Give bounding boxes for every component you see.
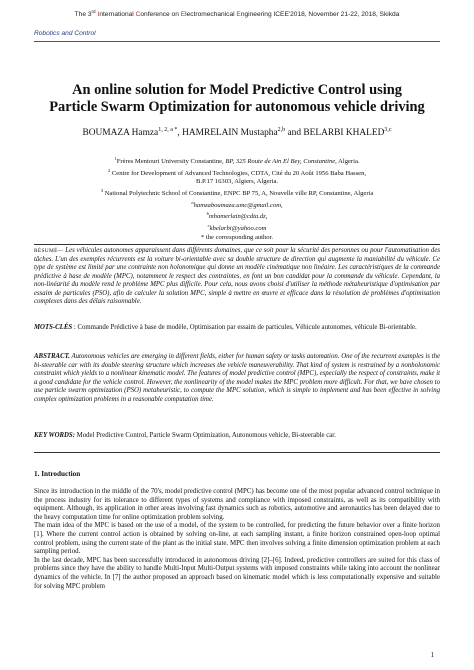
email-text: kbelarbi@yahoo.com [209,225,267,233]
author-name: and BELARBI KHALED [285,128,385,139]
abstract-paragraph [34,353,440,404]
email-sup: b [206,211,209,217]
header-text: onference on [140,11,181,19]
body-paragraph: In the last decade, MPC has been successfully introduced in autonomous driving [2]–[6]. Indeed, predictive controllers are suited for this class of problems since they have the ability to handle Multi-Input Multi-Output systems with imposed constraints while taking into account the nonlinear dynamics of the vehicle. In [7] the author proposed an approach based on kinematic model which is less computationally expensive and suitable for solving MPC problem [34,556,440,590]
mots-cles-text: : Commande Prédictive à base de modèle, Optimisation par essaim de particules, Véhicule autonomes, véhicule Bi-orientable. [72,324,417,331]
email-line [40,210,434,222]
email-text: mhamerlain@cdta.dz, [208,213,268,221]
keywords-label: KEY WORDS: [34,432,75,439]
paper-title [40,82,434,116]
body-paragraph: The main idea of the MPC is based on the use of a model, of the system to be controlled, for predicting the future behavior over a finite horizon [1]. Where the current control action is obtained by solving on-line, at each sampling instant, a finite horizon constrained open-loop optimal control problem, using the current state of the plant as the initial state. MPC then involves solving a finite dimension optimization problem at each sampling period. [34,522,440,556]
header-ordinal: rd [91,9,96,14]
header-cap: E [236,11,241,19]
affil-text: Algeria. [336,158,360,166]
abstract-label: ABSTRACT. [34,353,70,360]
resume-label: RÉSUMÉ— [34,248,64,254]
resume-text: Les véhicules autonomes apparaissent dans différents domaines, que ce soit pour la sécurité des personnes ou pour l'automatisation des tâches. L'un des exemples récurrents est la voiture bi-orientable avec sa double structure de direction qui augmente la maniabilité du véhicule. Ce type de système est limité par une contrainte non holonomique qui donne un modèle cinématique non linéaire. Les caractéristiques de la commande prédictive à base de modèle (MPC), notamment le respect des contraintes, en font un bon candidat pour la commande du véhicule. Cependant, la non-linéarité du modèle rend le problème MPC plus difficile. Pour cela, nous avons choisi d'utiliser la méthode métaheuristique d'optimisation par essaim de particules (PSO), afin de calculer la solution MPC, simple à mettre en œuvre et efficace dans la résolution de problèmes d'optimisation complexes dans des délais raisonnable. [34,247,440,305]
header-rule [34,41,440,42]
email-sup: c [207,222,210,228]
author-name: , HAMRELAIN Mustapha [177,128,278,139]
header-cap: C [135,11,141,19]
header-text: ngineering ICEE'2018, November 21-22, 2018, Skikda [240,11,400,19]
resume-paragraph [34,247,440,307]
page-number: 1 [430,651,434,659]
section-heading: 1. Introduction [34,470,81,478]
affiliation-line [40,167,434,179]
affiliations [40,155,434,242]
corresponding-author: * the corresponding author. [200,233,274,241]
intro-body [34,488,440,591]
author-sup: 2,b [277,127,286,133]
mots-cles-paragraph [34,324,440,333]
affiliation-line: B.P.17 16303, Algiers, Algeria. [195,178,279,186]
header-cap: E [180,11,186,19]
author-name: BOUMAZA Hamza [82,128,159,139]
email-line [40,199,434,211]
affiliation-line [40,155,434,167]
abstract-top-rule [34,244,440,245]
email-line [40,222,434,234]
keywords-paragraph [34,432,440,441]
email-text: hamzaboumaza.umc@gmail.com, [193,201,283,209]
header-text: nternational [99,11,136,19]
header-cap: I [97,11,100,19]
affiliation-line [40,187,434,199]
header-prefix: The 3 [74,11,92,19]
abstract-bottom-rule [34,452,440,453]
title-line: An online solution for Model Predictive Control using [72,82,402,98]
abstract-text: Autonomous vehicles are emerging in different fields, either for human safety or tasks automation. One of the recurrent examples is the bi-steerable car with its double steering structure which increases the vehicle maneuverability. That kind of system is restrained by a nonholonomic constraint which yields to a nonlinear kinematic model. The features of model predictive control (MPC), especially the respect of constraints, make it a good candidate for the vehicle control. However, the nonlinearity of the model makes the MPC problem more difficult. For that, we have chosen to use particle swarm optimization (PSO) metaheuristic, to compute the MPC solution, which is simple to implement and has been effective in solving complex optimization problems in a reasonable computation time. [34,353,440,403]
affil-sup: 3 [100,187,104,193]
affil-text: BP, 325 Route de Ain El Bey, Constantine, [225,158,337,166]
affil-text: National Polytechnic School of Constantine, ENPC BP 75, A, Nouvelle ville RP, Constantine, Algeria [103,190,374,198]
section-tag: Robotics and Control [34,30,96,37]
affil-text: Centre for Development of Advanced Technologies, CDTA, Cité du 20 Août 1956 Baba Hassen, [110,169,367,177]
title-line: Particle Swarm Optimization for autonomous vehicle driving [49,99,425,115]
author-sup: 3,c [384,127,392,133]
affil-text: Frères Mentouri University Constantine, [116,158,226,166]
affil-sup: 1 [114,156,117,161]
author-list [36,127,438,138]
conference-header [30,9,444,18]
email-sup: a [191,199,194,205]
keywords-text: Model Predictive Control, Particle Swarm Optimization, Autonomous vehicle, Bi-steerable car. [74,432,336,439]
body-paragraph: Since its introduction in the middle of the 70's, model predictive control (MPC) has become one of the most popular advanced control technique in the process industry for its tolerance to different types of systems and compliance with imposed constraints, as well as its compatibility with equipment. Although, its application in other areas involving fast dynamics such as robotics, automotive and aeronautics has been delayed due to the heavy computation time for online optimization problem solving. [34,488,440,521]
header-text: lectromechanical [185,11,237,19]
author-sup: 1, 2, a * [158,127,178,133]
mots-cles-label: MOTS-CLÉS [34,324,73,331]
affil-sup: 2 [107,167,111,173]
